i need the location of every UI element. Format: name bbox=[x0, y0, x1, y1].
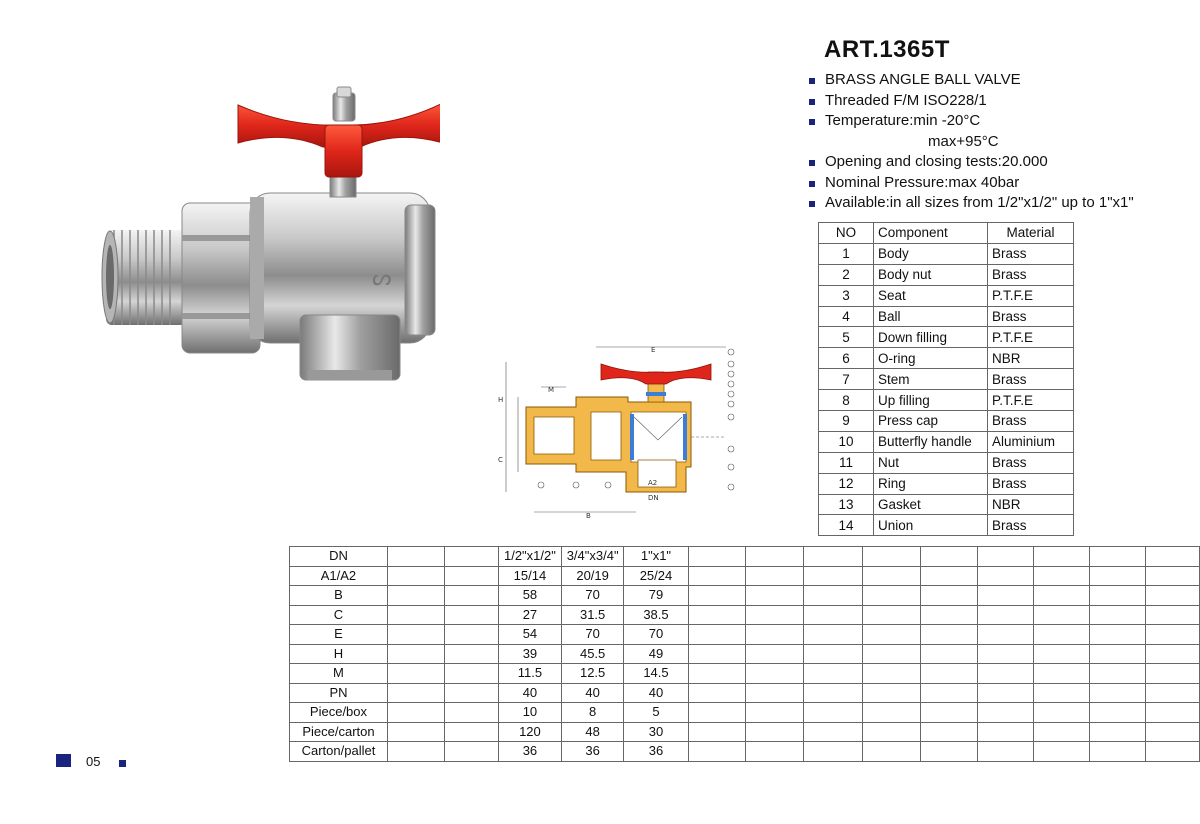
dimension-table-row bbox=[290, 586, 1200, 606]
feature-list bbox=[808, 70, 1134, 214]
dimension-table-row bbox=[290, 683, 1200, 703]
dimension-cell bbox=[1145, 566, 1199, 586]
component-cell: 2 bbox=[819, 264, 874, 285]
component-cell: 8 bbox=[819, 390, 874, 411]
drawing-label-h: H bbox=[498, 396, 504, 404]
dimension-cell bbox=[920, 664, 978, 684]
dimension-cell bbox=[746, 742, 804, 762]
component-table-row bbox=[819, 327, 1074, 348]
dimension-table-row bbox=[290, 703, 1200, 723]
dimension-cell: 14.5 bbox=[624, 664, 689, 684]
dimension-cell: 1"x1" bbox=[624, 547, 689, 567]
dimension-cell bbox=[1090, 566, 1146, 586]
dimension-cell bbox=[387, 644, 444, 664]
dimension-cell bbox=[1145, 625, 1199, 645]
dimension-cell bbox=[978, 644, 1034, 664]
dimension-cell bbox=[746, 664, 804, 684]
dimension-cell: 36 bbox=[498, 742, 562, 762]
dimension-cell: PN bbox=[290, 683, 388, 703]
dimension-cell: 120 bbox=[498, 722, 562, 742]
dimension-cell bbox=[863, 703, 921, 723]
dimension-cell bbox=[746, 605, 804, 625]
dimension-cell bbox=[978, 566, 1034, 586]
component-cell: 5 bbox=[819, 327, 874, 348]
dimension-cell bbox=[863, 722, 921, 742]
dimension-cell: 30 bbox=[624, 722, 689, 742]
dimension-cell: 12.5 bbox=[562, 664, 624, 684]
component-cell: 6 bbox=[819, 348, 874, 369]
dimension-cell bbox=[688, 664, 746, 684]
component-cell: Union bbox=[874, 515, 988, 536]
dimension-cell bbox=[1034, 605, 1090, 625]
dimension-cell: A1/A2 bbox=[290, 566, 388, 586]
dimension-cell bbox=[804, 664, 863, 684]
component-cell: Seat bbox=[874, 285, 988, 306]
dimension-cell bbox=[688, 566, 746, 586]
dimension-cell bbox=[387, 742, 444, 762]
component-table-row bbox=[819, 369, 1074, 390]
dimension-cell: 38.5 bbox=[624, 605, 689, 625]
dimension-cell bbox=[1090, 664, 1146, 684]
dimension-cell bbox=[1145, 722, 1199, 742]
dimension-cell bbox=[387, 722, 444, 742]
dimension-cell bbox=[978, 605, 1034, 625]
dimension-cell bbox=[804, 722, 863, 742]
component-table-row bbox=[819, 264, 1074, 285]
dimension-cell bbox=[688, 703, 746, 723]
component-cell: NO bbox=[819, 223, 874, 244]
dimension-cell: H bbox=[290, 644, 388, 664]
drawing-label-a2: A2 bbox=[648, 479, 658, 487]
dimension-cell bbox=[387, 566, 444, 586]
component-cell: Ball bbox=[874, 306, 988, 327]
dimension-cell bbox=[1034, 664, 1090, 684]
dimension-cell bbox=[978, 722, 1034, 742]
dimension-table-row bbox=[290, 605, 1200, 625]
bullet-icon bbox=[809, 181, 815, 187]
dimension-cell bbox=[444, 742, 498, 762]
component-cell: Brass bbox=[988, 473, 1074, 494]
bullet-icon bbox=[809, 78, 815, 84]
dimension-cell: 11.5 bbox=[498, 664, 562, 684]
component-cell: Body nut bbox=[874, 264, 988, 285]
dimension-cell bbox=[978, 586, 1034, 606]
dimension-cell bbox=[444, 566, 498, 586]
component-cell: 4 bbox=[819, 306, 874, 327]
dimension-cell: 3/4"x3/4" bbox=[562, 547, 624, 567]
component-cell: 9 bbox=[819, 411, 874, 432]
drawing-label-e: E bbox=[651, 346, 656, 354]
dimension-cell bbox=[978, 664, 1034, 684]
dimension-cell: 40 bbox=[624, 683, 689, 703]
dimension-cell bbox=[978, 683, 1034, 703]
component-cell: Brass bbox=[988, 411, 1074, 432]
dimension-cell: 31.5 bbox=[562, 605, 624, 625]
bullet-icon bbox=[809, 201, 815, 207]
component-cell: 1 bbox=[819, 243, 874, 264]
dimension-cell bbox=[688, 742, 746, 762]
dimension-cell: 10 bbox=[498, 703, 562, 723]
dimension-cell bbox=[688, 625, 746, 645]
dimension-cell bbox=[1034, 547, 1090, 567]
component-cell: NBR bbox=[988, 348, 1074, 369]
dimension-cell bbox=[1145, 644, 1199, 664]
component-table-header bbox=[819, 223, 1074, 244]
feature-item: Nominal Pressure:max 40bar bbox=[808, 173, 1134, 194]
dimension-table-row bbox=[290, 566, 1200, 586]
dimension-table-row bbox=[290, 547, 1200, 567]
dimension-cell: 25/24 bbox=[624, 566, 689, 586]
dimension-cell bbox=[746, 547, 804, 567]
component-cell: Body bbox=[874, 243, 988, 264]
dimension-cell: 20/19 bbox=[562, 566, 624, 586]
article-title: ART.1365T bbox=[824, 36, 950, 63]
dimension-cell bbox=[863, 586, 921, 606]
component-cell: Up filling bbox=[874, 390, 988, 411]
bullet-icon bbox=[809, 99, 815, 105]
dimension-cell: 70 bbox=[624, 625, 689, 645]
dimension-cell bbox=[746, 644, 804, 664]
dimension-cell bbox=[1034, 586, 1090, 606]
dimension-cell: 1/2"x1/2" bbox=[498, 547, 562, 567]
dimension-cell bbox=[444, 547, 498, 567]
dimension-cell bbox=[387, 605, 444, 625]
dimension-table-row bbox=[290, 722, 1200, 742]
component-table-row bbox=[819, 431, 1074, 452]
bullet-icon bbox=[809, 119, 815, 125]
component-cell: P.T.F.E bbox=[988, 390, 1074, 411]
component-cell: Brass bbox=[988, 369, 1074, 390]
component-cell: P.T.F.E bbox=[988, 327, 1074, 348]
dimension-cell bbox=[978, 625, 1034, 645]
component-table-row bbox=[819, 390, 1074, 411]
dimension-cell: Piece/box bbox=[290, 703, 388, 723]
dimension-cell bbox=[804, 586, 863, 606]
component-cell: 10 bbox=[819, 431, 874, 452]
dimension-cell bbox=[920, 683, 978, 703]
dimension-cell bbox=[1034, 644, 1090, 664]
dimension-cell bbox=[804, 703, 863, 723]
dimension-cell: 40 bbox=[562, 683, 624, 703]
dimension-table-row bbox=[290, 625, 1200, 645]
dimension-cell bbox=[387, 703, 444, 723]
dimension-cell bbox=[804, 605, 863, 625]
component-table-row bbox=[819, 306, 1074, 327]
dimension-cell bbox=[746, 722, 804, 742]
dimension-cell bbox=[920, 703, 978, 723]
component-cell: 7 bbox=[819, 369, 874, 390]
dimension-cell bbox=[863, 547, 921, 567]
dimension-cell: 49 bbox=[624, 644, 689, 664]
dimension-table-row bbox=[290, 664, 1200, 684]
bullet-icon bbox=[809, 160, 815, 166]
product-photo bbox=[100, 85, 440, 385]
dimension-cell bbox=[978, 742, 1034, 762]
dimension-cell bbox=[688, 547, 746, 567]
dimension-cell: C bbox=[290, 605, 388, 625]
dimension-cell bbox=[1145, 605, 1199, 625]
component-cell: Stem bbox=[874, 369, 988, 390]
feature-item: Temperature:min -20°C bbox=[808, 111, 1134, 132]
dimension-cell bbox=[1145, 664, 1199, 684]
dimension-cell bbox=[1034, 703, 1090, 723]
dimension-cell: 48 bbox=[562, 722, 624, 742]
component-cell: Brass bbox=[988, 306, 1074, 327]
dimension-cell bbox=[804, 566, 863, 586]
component-cell: Butterfly handle bbox=[874, 431, 988, 452]
dimension-cell bbox=[920, 722, 978, 742]
dimension-cell bbox=[387, 586, 444, 606]
dimension-cell bbox=[688, 683, 746, 703]
feature-item: BRASS ANGLE BALL VALVE bbox=[808, 70, 1134, 91]
dimension-cell bbox=[387, 664, 444, 684]
dimension-cell: 27 bbox=[498, 605, 562, 625]
drawing-label-c: C bbox=[498, 456, 503, 464]
dimension-cell bbox=[387, 683, 444, 703]
dimension-cell bbox=[804, 644, 863, 664]
component-cell: Aluminium bbox=[988, 431, 1074, 452]
component-cell: O-ring bbox=[874, 348, 988, 369]
dimension-cell bbox=[444, 664, 498, 684]
dimension-cell bbox=[1090, 605, 1146, 625]
dimension-cell bbox=[978, 703, 1034, 723]
dimension-cell: 8 bbox=[562, 703, 624, 723]
dimension-cell bbox=[444, 605, 498, 625]
component-cell: Press cap bbox=[874, 411, 988, 432]
component-table bbox=[818, 222, 1074, 536]
dimension-cell bbox=[920, 586, 978, 606]
svg-text:ᔕ: ᔕ bbox=[372, 266, 392, 291]
dimension-cell bbox=[863, 683, 921, 703]
feature-item: Opening and closing tests:20.000 bbox=[808, 152, 1134, 173]
component-cell: Gasket bbox=[874, 494, 988, 515]
dimension-cell bbox=[920, 547, 978, 567]
dimension-cell bbox=[978, 547, 1034, 567]
dimension-cell bbox=[746, 703, 804, 723]
dimension-cell bbox=[1034, 625, 1090, 645]
dimension-cell bbox=[863, 644, 921, 664]
dimension-cell bbox=[1090, 547, 1146, 567]
dimension-cell: Carton/pallet bbox=[290, 742, 388, 762]
page-marker-icon bbox=[56, 754, 71, 767]
dimension-cell: 15/14 bbox=[498, 566, 562, 586]
drawing-label-dn: DN bbox=[648, 494, 659, 502]
dimension-cell: 39 bbox=[498, 644, 562, 664]
dimension-cell bbox=[387, 625, 444, 645]
component-cell: 11 bbox=[819, 452, 874, 473]
dimension-cell bbox=[863, 605, 921, 625]
dimension-cell bbox=[444, 722, 498, 742]
component-table-row bbox=[819, 243, 1074, 264]
dimension-cell bbox=[1090, 586, 1146, 606]
component-cell: Component bbox=[874, 223, 988, 244]
component-table-row bbox=[819, 285, 1074, 306]
dimension-cell bbox=[1145, 703, 1199, 723]
component-cell: Brass bbox=[988, 243, 1074, 264]
drawing-label-m: M bbox=[548, 386, 555, 394]
dimension-cell: B bbox=[290, 586, 388, 606]
dimension-cell bbox=[746, 625, 804, 645]
dimension-cell bbox=[920, 625, 978, 645]
page-marker-small-icon bbox=[119, 760, 126, 767]
dimension-cell bbox=[1034, 683, 1090, 703]
dimension-cell bbox=[746, 683, 804, 703]
component-table-row bbox=[819, 494, 1074, 515]
dimension-cell bbox=[863, 625, 921, 645]
dimension-cell bbox=[920, 605, 978, 625]
component-table-row bbox=[819, 411, 1074, 432]
dimension-cell: 79 bbox=[624, 586, 689, 606]
component-table-row bbox=[819, 348, 1074, 369]
component-table-row bbox=[819, 452, 1074, 473]
dimension-cell bbox=[688, 586, 746, 606]
dimension-cell bbox=[746, 566, 804, 586]
dimension-cell bbox=[804, 625, 863, 645]
dimension-cell bbox=[863, 664, 921, 684]
dimension-cell bbox=[688, 644, 746, 664]
dimension-cell bbox=[1090, 703, 1146, 723]
dimension-cell: M bbox=[290, 664, 388, 684]
dimension-cell bbox=[920, 566, 978, 586]
feature-item: Threaded F/M ISO228/1 bbox=[808, 91, 1134, 112]
dimension-cell bbox=[1145, 547, 1199, 567]
dimension-cell bbox=[1034, 742, 1090, 762]
dimension-cell bbox=[1145, 683, 1199, 703]
component-table-row bbox=[819, 515, 1074, 536]
feature-item: max+95°C bbox=[928, 132, 999, 150]
dimension-cell bbox=[1090, 722, 1146, 742]
page-number: 05 bbox=[86, 754, 101, 769]
component-cell: Brass bbox=[988, 452, 1074, 473]
dimension-cell: E bbox=[290, 625, 388, 645]
component-cell: P.T.F.E bbox=[988, 285, 1074, 306]
dimension-table-row bbox=[290, 644, 1200, 664]
dimension-cell: 70 bbox=[562, 586, 624, 606]
dimension-cell bbox=[920, 644, 978, 664]
component-cell: Brass bbox=[988, 264, 1074, 285]
dimension-cell bbox=[746, 586, 804, 606]
dimension-cell: 40 bbox=[498, 683, 562, 703]
component-cell: Nut bbox=[874, 452, 988, 473]
dimension-cell bbox=[1145, 742, 1199, 762]
dimension-cell bbox=[444, 683, 498, 703]
component-table-row bbox=[819, 473, 1074, 494]
component-cell: Down filling bbox=[874, 327, 988, 348]
dimension-cell bbox=[804, 547, 863, 567]
component-cell: Brass bbox=[988, 515, 1074, 536]
dimension-cell: 36 bbox=[562, 742, 624, 762]
dimension-cell bbox=[1090, 644, 1146, 664]
component-cell: NBR bbox=[988, 494, 1074, 515]
dimension-cell: 36 bbox=[624, 742, 689, 762]
dimension-cell: 5 bbox=[624, 703, 689, 723]
dimension-cell: 58 bbox=[498, 586, 562, 606]
dimension-cell bbox=[387, 547, 444, 567]
dimension-cell bbox=[1090, 625, 1146, 645]
feature-item: Available:in all sizes from 1/2"x1/2" up to 1"x1" bbox=[808, 193, 1134, 214]
dimension-cell bbox=[863, 566, 921, 586]
dimension-cell bbox=[444, 644, 498, 664]
dimension-cell bbox=[688, 605, 746, 625]
technical-drawing bbox=[496, 342, 746, 522]
dimension-cell bbox=[444, 586, 498, 606]
drawing-label-b: B bbox=[586, 512, 591, 520]
dimension-cell: 54 bbox=[498, 625, 562, 645]
component-cell: 12 bbox=[819, 473, 874, 494]
dimension-cell bbox=[1090, 742, 1146, 762]
dimension-cell bbox=[688, 722, 746, 742]
dimension-cell: 70 bbox=[562, 625, 624, 645]
component-cell: Ring bbox=[874, 473, 988, 494]
component-cell: 14 bbox=[819, 515, 874, 536]
dimension-table-row bbox=[290, 742, 1200, 762]
dimension-cell bbox=[1034, 566, 1090, 586]
dimension-cell: 45.5 bbox=[562, 644, 624, 664]
component-cell: 3 bbox=[819, 285, 874, 306]
dimension-cell bbox=[804, 683, 863, 703]
dimension-cell: Piece/carton bbox=[290, 722, 388, 742]
dimension-cell bbox=[920, 742, 978, 762]
component-cell: 13 bbox=[819, 494, 874, 515]
dimension-cell bbox=[863, 742, 921, 762]
component-cell: Material bbox=[988, 223, 1074, 244]
dimension-cell bbox=[804, 742, 863, 762]
dimension-cell: DN bbox=[290, 547, 388, 567]
dimension-table bbox=[289, 546, 1200, 762]
dimension-cell bbox=[1090, 683, 1146, 703]
dimension-cell bbox=[444, 703, 498, 723]
dimension-cell bbox=[1034, 722, 1090, 742]
dimension-cell bbox=[1145, 586, 1199, 606]
dimension-cell bbox=[444, 625, 498, 645]
